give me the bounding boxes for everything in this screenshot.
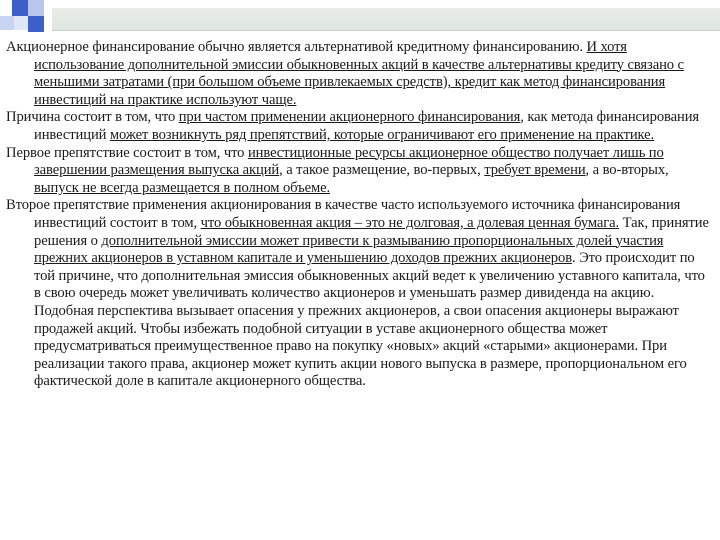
underlined-text: выпуск не всегда размещается в полном объеме. <box>34 179 331 196</box>
paragraph-text: Акционерное финансирование обычно является альтернативой кредитному финансированию. <box>6 39 587 55</box>
decor-square-light-1 <box>28 0 44 16</box>
decor-square-blue-2 <box>28 16 44 32</box>
paragraph-text: Причина состоит в том, что <box>6 109 179 126</box>
underlined-text: дополнительной эмиссии может привести к размыванию пропорциональных долей участия прежних акционеров в уставном капитале и уменьшению доходов прежних акционеров <box>34 232 664 267</box>
paragraph-text: , а такое размещение, во-первых, <box>279 162 485 179</box>
underlined-text: инвестиционные ресурсы акционерное общество получает лишь по завершении размещения выпуска акций <box>34 144 664 179</box>
paragraph-text: Так, принятие решения о <box>34 214 709 249</box>
paragraph-text: , как метода финансирования инвестиций <box>34 109 700 143</box>
paragraph-text: , а во-вторых, <box>585 162 669 179</box>
slide-decoration <box>0 0 720 40</box>
document-body <box>6 39 714 391</box>
paragraph <box>6 39 714 109</box>
paragraph <box>6 145 714 198</box>
paragraph-text: . Это происходит по той причине, что дополнительная эмиссия обыкновенных акций ведет к увеличению уставного капитала, что в свою очередь может увеличивать количество акционеров и уменьшать размер дивиденда на акцию. Подобная перспектива вызывает опасения у прежних акционеров, а свои опасения акционеры выражают продажей акций. Чтобы избежать подобной ситуации в уставе акционерного общества может предусматриваться преимущественное право на покупку «новых» акций «старыми» акционерами. При реализации такого права, акционер может купить акции нового выпуска в размере, пропорциональном его фактической доле в капитале акционерного общества. <box>34 250 705 390</box>
underlined-text: требует времени <box>484 162 586 179</box>
decor-square-light-2 <box>0 16 14 30</box>
paragraph <box>6 109 714 144</box>
underlined-text: И хотя использование дополнительной эмиссии обыкновенных акций в качестве альтернативы кредиту связано с меньшими затратами (при большом объеме привлекаемых средств), кредит как метод финансирования инвестиций на практике используют чаще. <box>34 39 684 108</box>
decor-square-light-3 <box>14 16 28 30</box>
paragraph-text: Второе препятствие применения акционирования в качестве часто используемого источника финансирования инвестиций состоит в том, <box>6 197 681 231</box>
underlined-text: при частом применении акционерного финансирования <box>178 109 521 126</box>
underlined-text: что обыкновенная акция – это не долговая, а долевая ценная бумага. <box>200 214 620 231</box>
paragraph-text: Первое препятствие состоит в том, что <box>6 144 248 161</box>
header-bar <box>52 8 720 31</box>
decor-square-blue-1 <box>12 0 28 16</box>
paragraph <box>6 197 714 391</box>
underlined-text: может возникнуть ряд препятствий, которые ограничивают его применение на практике. <box>109 126 655 143</box>
